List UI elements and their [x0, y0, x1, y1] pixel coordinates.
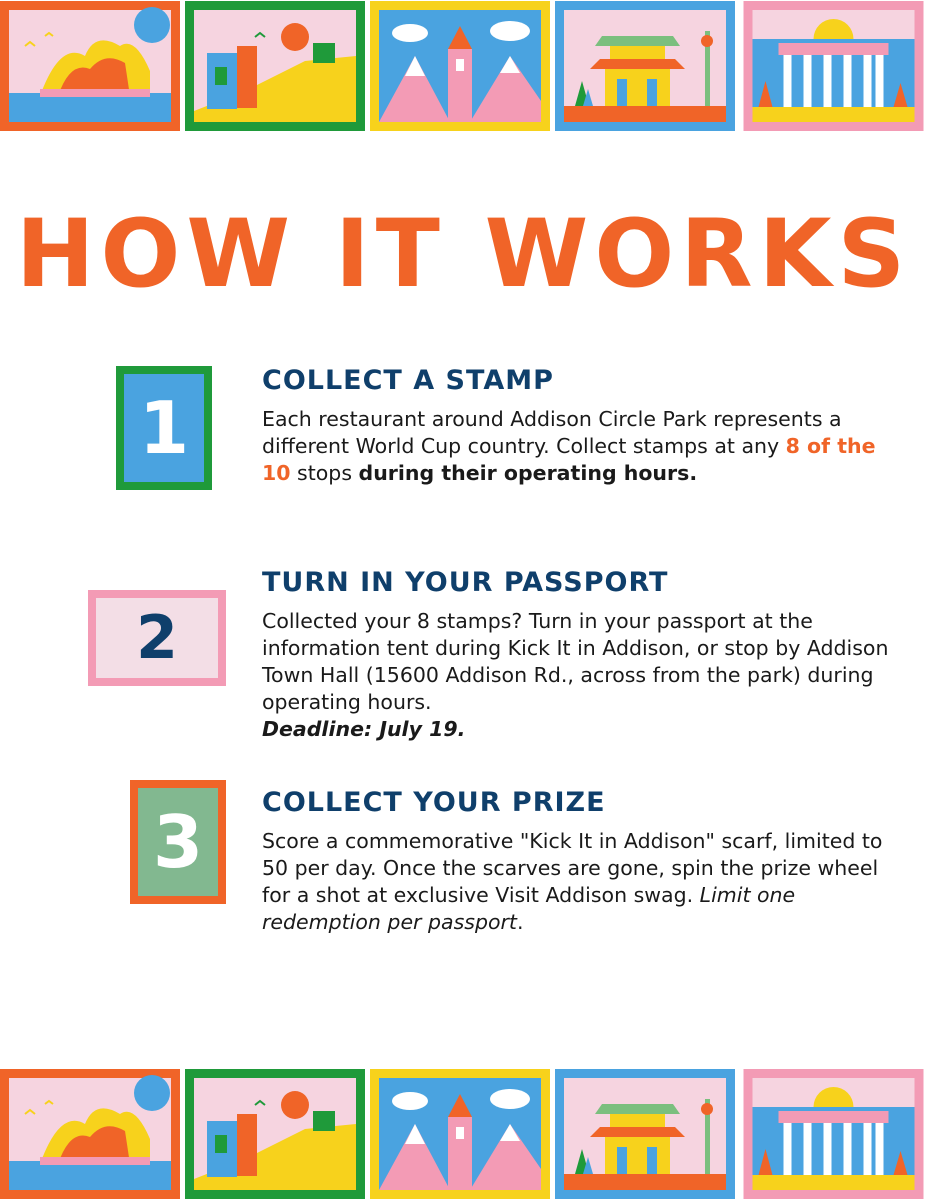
- step-number: 2: [136, 603, 178, 673]
- step-body: [262, 568, 902, 743]
- page-title: HOW IT WORKS: [15, 200, 912, 309]
- step-heading: COLLECT YOUR PRIZE: [262, 787, 606, 818]
- mountain-church-icon: [370, 1069, 550, 1199]
- bottom-stamp-banner: [0, 1068, 927, 1200]
- step-number-stamp: [116, 366, 212, 490]
- step-body: [262, 366, 902, 487]
- pagoda-tower-icon: [555, 1, 735, 131]
- deadline-text: Deadline: July 19.: [262, 716, 466, 741]
- mountain-church-icon: [370, 1, 550, 131]
- step-number-stamp: [88, 590, 226, 686]
- step-description: Collected your 8 stamps? Turn in your passport at the information tent during Kick It in Addison, or stop by Addison Town Hall (15600 Addison Rd., across from the park) during operating hours. Deadline: July 19.: [262, 608, 889, 741]
- great-wall-icon: [185, 1069, 365, 1199]
- top-stamp-banner: [0, 0, 927, 132]
- pagoda-tower-icon: [555, 1069, 735, 1199]
- brandenburg-gate-icon: [744, 1069, 924, 1199]
- step-number: 1: [138, 386, 190, 470]
- great-wall-icon: [185, 1, 365, 131]
- step-heading: TURN IN YOUR PASSPORT: [262, 567, 669, 598]
- sydney-opera-house-icon: [0, 1069, 180, 1199]
- step-description: Score a commemorative "Kick It in Addison" scarf, limited to 50 per day. Once the scarves are gone, spin the prize wheel for a shot at exclusive Visit Addison swag. Limit one redemption per passport.: [262, 828, 883, 934]
- step-number: 3: [152, 800, 204, 884]
- sydney-opera-house-icon: [0, 1, 180, 131]
- step-description: Each restaurant around Addison Circle Park represents a different World Cup country. Collect stamps at any 8 of the 10 stops during their operating hours.: [262, 406, 876, 485]
- step-number-stamp: [130, 780, 226, 904]
- step-heading: COLLECT A STAMP: [262, 365, 554, 396]
- step-body: [262, 788, 902, 936]
- highlight-text: 8 of the 10: [262, 433, 876, 485]
- brandenburg-gate-icon: [744, 1, 924, 131]
